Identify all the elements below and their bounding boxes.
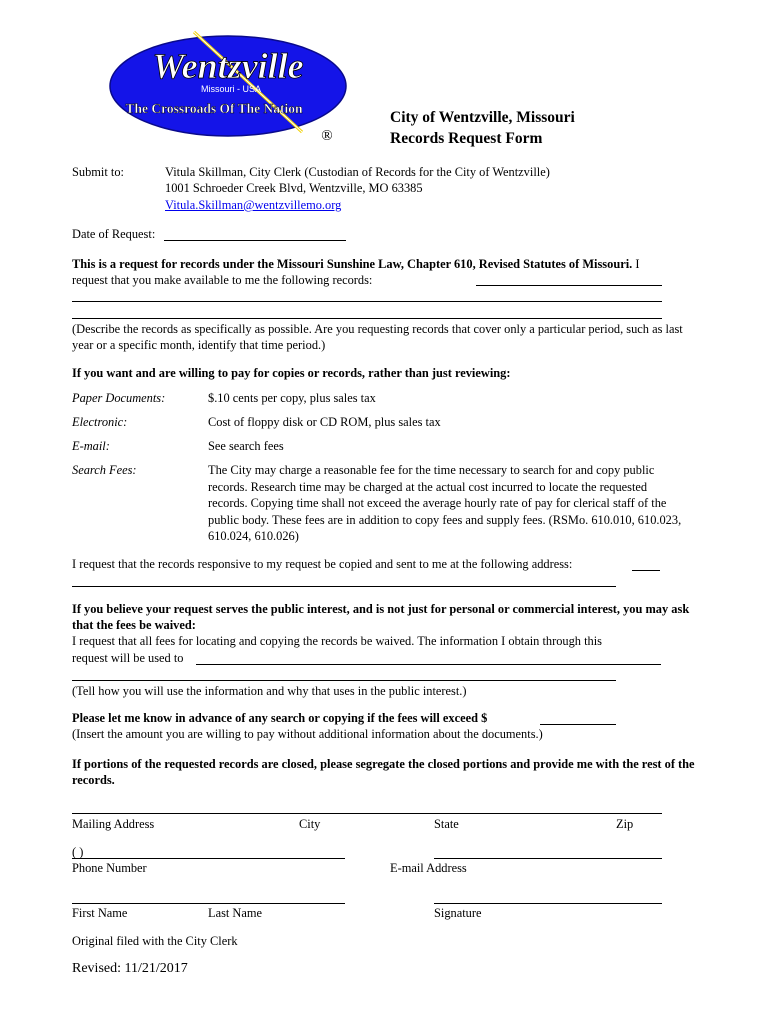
closed-records-statement: If portions of the requested records are closed, please segregate the closed portions and provide me with the rest of the records. — [72, 757, 695, 788]
submit-address: 1001 Schroeder Creek Blvd, Wentzville, MO 63385 — [165, 181, 423, 195]
submit-clerk: Vitula Skillman, City Clerk (Custodian of Records for the City of Wentzville) — [165, 165, 550, 179]
waiver-use-field-1[interactable] — [196, 664, 661, 665]
state-label: State — [434, 817, 459, 831]
email-field[interactable] — [434, 858, 662, 859]
waiver-note: (Tell how you will use the information and why that uses in the public interest.) — [72, 684, 467, 698]
phone-field[interactable] — [72, 858, 345, 859]
revised-date: Revised: 11/21/2017 — [72, 961, 188, 976]
form-title: Records Request Form — [390, 130, 543, 147]
fee-label-search: Search Fees: — [72, 463, 137, 477]
waiver-heading: If you believe your request serves the public interest, and is not just for personal or commercial interest, you may ask that the fees be waived: — [72, 602, 690, 633]
advance-amount-field[interactable] — [540, 724, 616, 725]
submit-label: Submit to: — [72, 165, 124, 179]
advance-note: (Insert the amount you are willing to pay without additional information about the documents.) — [72, 727, 543, 741]
city-logo — [94, 30, 356, 142]
fee-value-email: See search fees — [208, 439, 284, 453]
records-field-1[interactable] — [476, 285, 662, 286]
city-label: City — [299, 817, 321, 831]
fee-value-search: The City may charge a reasonable fee for the time necessary to search for and copy public records. Research time may be charged at the actual cost incurred to locate the requested records. Copying time shall not exceed the average hourly rate of pay for clerical staff of the public body. These fees are in addition to copy fees and supply fees. (RSMo. 610.010, 610.023, 610.024, 610.026) — [208, 463, 682, 544]
request-statement: This is a request for records under the Missouri Sunshine Law, Chapter 610, Revised Statutes of Missouri. I request that you make available to me the following records: — [72, 257, 640, 288]
date-label: Date of Request: — [72, 227, 156, 241]
logo-name: Wentzville — [152, 46, 304, 86]
fees-heading: If you want and are willing to pay for copies or records, rather than just reviewing: — [72, 366, 511, 380]
email-label: E-mail Address — [390, 861, 467, 875]
fee-label-email: E-mail: — [72, 439, 110, 453]
mailing-address-label: Mailing Address — [72, 817, 155, 831]
fee-label-paper: Paper Documents: — [72, 391, 166, 405]
logo-sub: Missouri - USA — [200, 84, 262, 94]
describe-note: (Describe the records as specifically as possible. Are you requesting records that cover only a particular period, such as last year or a specific month, identify that time period.) — [72, 322, 683, 353]
first-name-label: First Name — [72, 906, 128, 920]
mailing-address-field[interactable] — [72, 813, 662, 814]
waiver-text-2: request will be used to — [72, 651, 184, 665]
page-title: City of Wentzville, Missouri — [390, 109, 575, 126]
submit-email-link[interactable]: Vitula.Skillman@wentzvillemo.org — [165, 198, 342, 212]
signature-label: Signature — [434, 906, 482, 920]
last-name-label: Last Name — [208, 906, 263, 920]
address-request: I request that the records responsive to my request be copied and sent to me at the following address: — [72, 557, 573, 571]
records-field-3[interactable] — [72, 318, 662, 319]
fee-value-electronic: Cost of floppy disk or CD ROM, plus sales tax — [208, 415, 441, 429]
fee-label-electronic: Electronic: — [72, 415, 128, 429]
zip-label: Zip — [616, 817, 634, 831]
registered-mark: ® — [321, 128, 333, 142]
waiver-use-field-2[interactable] — [72, 680, 616, 681]
records-field-2[interactable] — [72, 301, 662, 302]
phone-area-code: ( ) — [72, 845, 84, 859]
advance-statement: Please let me know in advance of any search or copying if the fees will exceed $ — [72, 711, 488, 725]
address-field-2[interactable] — [72, 586, 616, 587]
logo-tagline: The Crossroads Of The Nation — [125, 101, 303, 116]
name-field[interactable] — [72, 903, 345, 904]
signature-field[interactable] — [434, 903, 662, 904]
waiver-text-1: I request that all fees for locating and copying the records be waived. The information I obtain through this — [72, 634, 603, 648]
fee-value-paper: $.10 cents per copy, plus sales tax — [208, 391, 376, 405]
address-field-1[interactable] — [632, 570, 660, 571]
original-filed-note: Original filed with the City Clerk — [72, 934, 238, 948]
phone-label: Phone Number — [72, 861, 147, 875]
date-field[interactable] — [164, 240, 346, 241]
